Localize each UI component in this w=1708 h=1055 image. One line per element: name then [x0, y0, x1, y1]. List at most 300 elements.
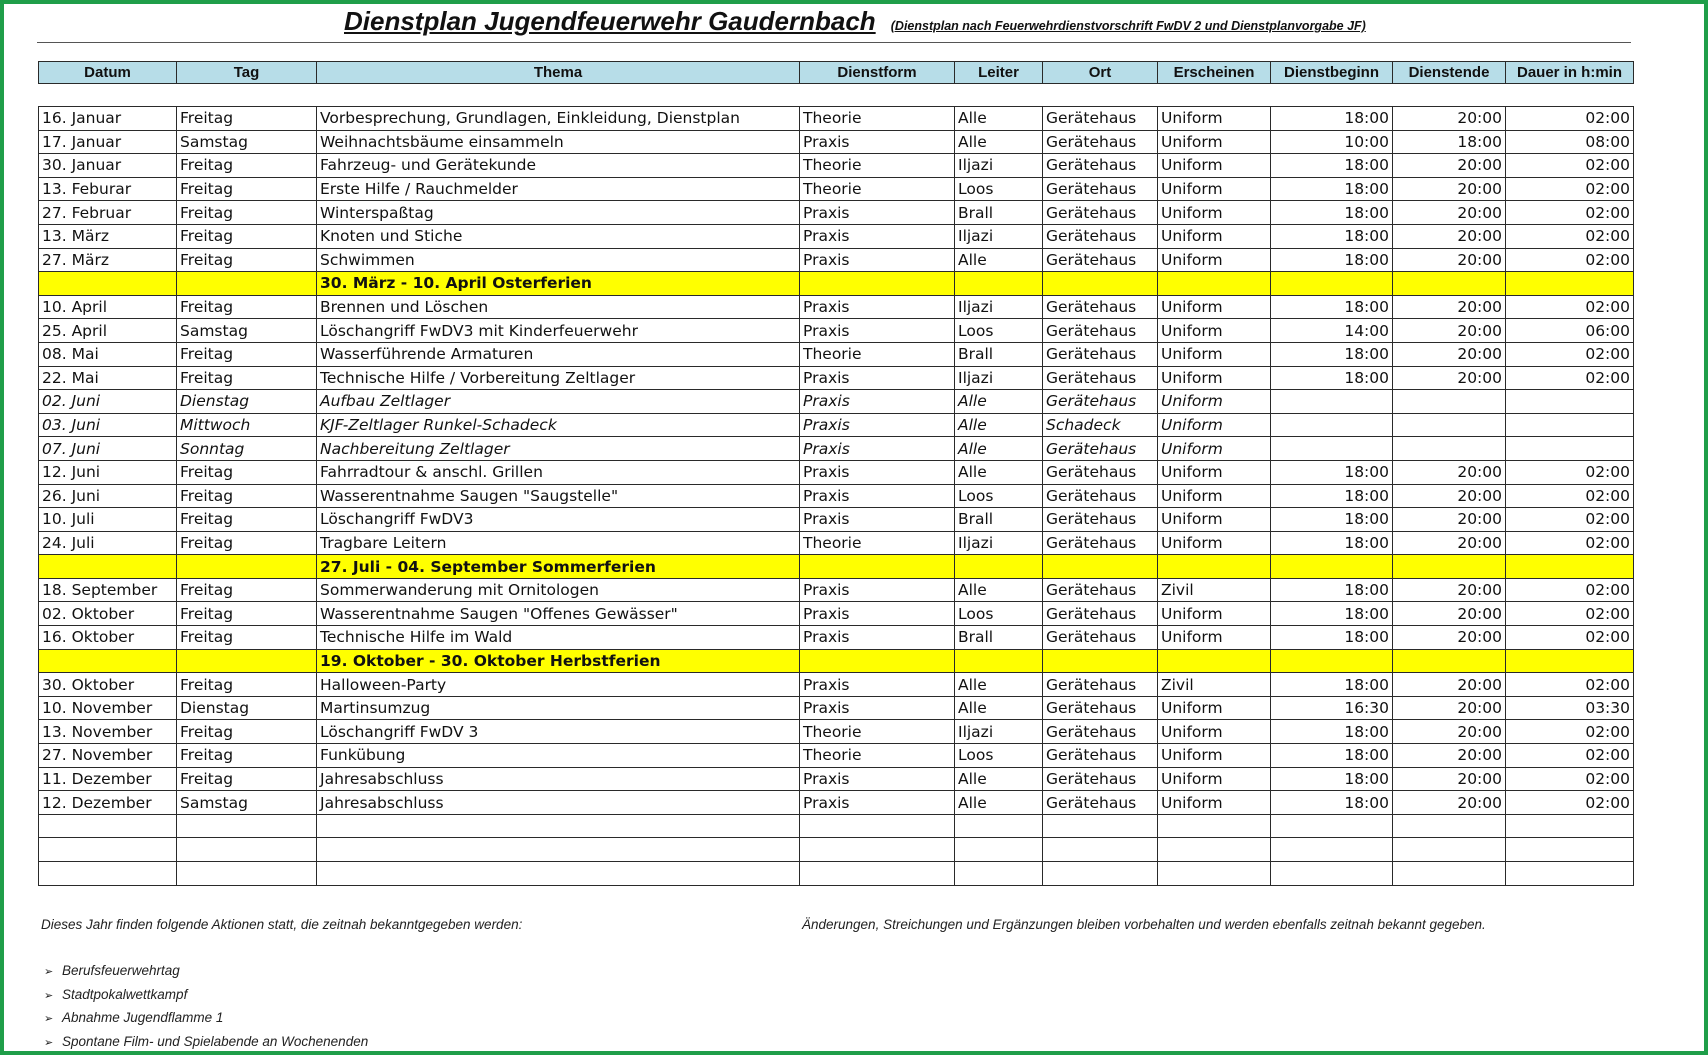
cell-day: Dienstag: [177, 390, 317, 414]
cell-form: Praxis: [800, 460, 955, 484]
column-header-topic: Thema: [317, 62, 800, 84]
cell-form: Theorie: [800, 720, 955, 744]
cell-end: 20:00: [1393, 531, 1506, 555]
cell-form: Theorie: [800, 107, 955, 131]
cell-end: 20:00: [1393, 508, 1506, 532]
cell-end: 20:00: [1393, 460, 1506, 484]
cell-place: Gerätehaus: [1043, 460, 1158, 484]
cell-topic: Vorbesprechung, Grundlagen, Einkleidung, Dienstplan: [317, 107, 800, 131]
cell-start: 18:00: [1271, 201, 1393, 225]
cell-duration: 02:00: [1506, 626, 1634, 650]
table-row: [39, 767, 1634, 791]
cell-leader: Alle: [955, 673, 1043, 697]
empty-cell: [39, 838, 177, 862]
cell-day: Freitag: [177, 107, 317, 131]
holiday-label: 30. März - 10. April Osterferien: [317, 272, 800, 296]
cell-duration: 02:00: [1506, 744, 1634, 768]
cell-end: 20:00: [1393, 201, 1506, 225]
holiday-cell: [1393, 272, 1506, 296]
cell-leader: Alle: [955, 767, 1043, 791]
cell-end: 20:00: [1393, 319, 1506, 343]
cell-attire: Uniform: [1158, 107, 1271, 131]
cell-end: 20:00: [1393, 107, 1506, 131]
table-row: [39, 508, 1634, 532]
cell-duration: 02:00: [1506, 107, 1634, 131]
cell-end: 20:00: [1393, 342, 1506, 366]
cell-duration: [1506, 437, 1634, 461]
table-row: [39, 107, 1634, 131]
cell-attire: Uniform: [1158, 460, 1271, 484]
cell-start: 18:00: [1271, 531, 1393, 555]
empty-cell: [1158, 814, 1271, 838]
column-header-row: [39, 62, 1634, 84]
cell-form: Praxis: [800, 130, 955, 154]
cell-attire: Uniform: [1158, 602, 1271, 626]
empty-cell: [317, 862, 800, 886]
cell-date: 11. Dezember: [39, 767, 177, 791]
cell-leader: Alle: [955, 578, 1043, 602]
cell-place: Gerätehaus: [1043, 578, 1158, 602]
column-header-table: [38, 61, 1634, 84]
cell-form: Praxis: [800, 484, 955, 508]
cell-topic: Löschangriff FwDV3 mit Kinderfeuerwehr: [317, 319, 800, 343]
cell-end: 20:00: [1393, 791, 1506, 815]
cell-end: 20:00: [1393, 177, 1506, 201]
cell-duration: [1506, 390, 1634, 414]
column-header-start: Dienstbeginn: [1271, 62, 1393, 84]
table-row: [39, 295, 1634, 319]
cell-day: Freitag: [177, 508, 317, 532]
cell-date: 12. Juni: [39, 460, 177, 484]
cell-place: Gerätehaus: [1043, 130, 1158, 154]
action-list-label: Spontane Film- und Spielabende an Wochenenden: [62, 1033, 369, 1049]
cell-place: Gerätehaus: [1043, 248, 1158, 272]
cell-topic: Winterspaßtag: [317, 201, 800, 225]
empty-row: [39, 814, 1634, 838]
cell-duration: 02:00: [1506, 531, 1634, 555]
cell-leader: Iljazi: [955, 154, 1043, 178]
holiday-cell: [1393, 555, 1506, 579]
cell-form: Praxis: [800, 696, 955, 720]
cell-leader: Alle: [955, 130, 1043, 154]
cell-leader: Iljazi: [955, 295, 1043, 319]
cell-date: 30. Oktober: [39, 673, 177, 697]
note-actions-intro: Dieses Jahr finden folgende Aktionen statt, die zeitnah bekanntgegeben werden:: [41, 917, 523, 932]
arrowhead-bullet-icon: ➢: [44, 989, 54, 1002]
empty-cell: [39, 814, 177, 838]
cell-end: 20:00: [1393, 154, 1506, 178]
empty-cell: [1506, 814, 1634, 838]
cell-place: Gerätehaus: [1043, 744, 1158, 768]
cell-attire: Uniform: [1158, 248, 1271, 272]
cell-attire: Uniform: [1158, 484, 1271, 508]
cell-duration: 02:00: [1506, 578, 1634, 602]
cell-leader: Iljazi: [955, 224, 1043, 248]
cell-duration: 02:00: [1506, 224, 1634, 248]
cell-date: 13. März: [39, 224, 177, 248]
cell-form: Praxis: [800, 673, 955, 697]
cell-place: Gerätehaus: [1043, 224, 1158, 248]
action-list: [44, 959, 368, 1053]
schedule-table: [38, 106, 1634, 886]
empty-cell: [800, 814, 955, 838]
cell-attire: Uniform: [1158, 177, 1271, 201]
cell-start: 18:00: [1271, 626, 1393, 650]
cell-date: 25. April: [39, 319, 177, 343]
arrowhead-bullet-icon: ➢: [44, 966, 54, 978]
cell-form: Praxis: [800, 578, 955, 602]
cell-attire: Uniform: [1158, 319, 1271, 343]
empty-cell: [1043, 814, 1158, 838]
column-header-attire: Erscheinen: [1158, 62, 1271, 84]
empty-cell: [1393, 838, 1506, 862]
cell-end: [1393, 437, 1506, 461]
cell-place: Gerätehaus: [1043, 390, 1158, 414]
table-row: [39, 413, 1634, 437]
cell-place: Gerätehaus: [1043, 720, 1158, 744]
holiday-cell: [177, 649, 317, 673]
cell-place: Gerätehaus: [1043, 626, 1158, 650]
cell-date: 10. Juli: [39, 508, 177, 532]
cell-start: 18:00: [1271, 342, 1393, 366]
cell-topic: Sommerwanderung mit Ornitologen: [317, 578, 800, 602]
cell-end: 20:00: [1393, 626, 1506, 650]
cell-start: 18:00: [1271, 578, 1393, 602]
cell-topic: Jahresabschluss: [317, 791, 800, 815]
holiday-cell: [1506, 649, 1634, 673]
cell-day: Freitag: [177, 626, 317, 650]
cell-day: Freitag: [177, 177, 317, 201]
holiday-cell: [1506, 555, 1634, 579]
cell-end: [1393, 390, 1506, 414]
table-row: [39, 342, 1634, 366]
cell-start: 18:00: [1271, 460, 1393, 484]
table-row: [39, 460, 1634, 484]
cell-day: Mittwoch: [177, 413, 317, 437]
cell-end: 20:00: [1393, 366, 1506, 390]
cell-place: Gerätehaus: [1043, 791, 1158, 815]
empty-cell: [1506, 862, 1634, 886]
cell-place: Gerätehaus: [1043, 531, 1158, 555]
cell-start: 18:00: [1271, 366, 1393, 390]
cell-form: Praxis: [800, 508, 955, 532]
title-divider: [37, 42, 1631, 43]
cell-leader: Alle: [955, 413, 1043, 437]
cell-day: Samstag: [177, 791, 317, 815]
table-row: [39, 578, 1634, 602]
cell-leader: Alle: [955, 248, 1043, 272]
empty-cell: [955, 838, 1043, 862]
empty-cell: [1271, 838, 1393, 862]
cell-topic: Brennen und Löschen: [317, 295, 800, 319]
holiday-cell: [39, 649, 177, 673]
cell-leader: Loos: [955, 177, 1043, 201]
cell-start: [1271, 390, 1393, 414]
cell-day: Freitag: [177, 366, 317, 390]
empty-cell: [800, 862, 955, 886]
cell-form: Praxis: [800, 248, 955, 272]
holiday-row: [39, 272, 1634, 296]
cell-attire: Uniform: [1158, 366, 1271, 390]
empty-row: [39, 838, 1634, 862]
holiday-row: [39, 649, 1634, 673]
cell-form: Praxis: [800, 366, 955, 390]
cell-end: 20:00: [1393, 744, 1506, 768]
cell-end: [1393, 413, 1506, 437]
cell-attire: Uniform: [1158, 390, 1271, 414]
table-row: [39, 224, 1634, 248]
holiday-label: 19. Oktober - 30. Oktober Herbstferien: [317, 649, 800, 673]
cell-place: Gerätehaus: [1043, 107, 1158, 131]
cell-start: 18:00: [1271, 484, 1393, 508]
cell-duration: 02:00: [1506, 248, 1634, 272]
cell-attire: Zivil: [1158, 578, 1271, 602]
cell-start: 14:00: [1271, 319, 1393, 343]
cell-date: 22. Mai: [39, 366, 177, 390]
cell-day: Freitag: [177, 673, 317, 697]
cell-topic: Technische Hilfe im Wald: [317, 626, 800, 650]
cell-leader: Brall: [955, 342, 1043, 366]
page-title: Dienstplan Jugendfeuerwehr Gaudernbach: [344, 6, 876, 36]
holiday-cell: [955, 272, 1043, 296]
holiday-cell: [800, 649, 955, 673]
cell-start: 18:00: [1271, 673, 1393, 697]
table-row: [39, 673, 1634, 697]
cell-start: 18:00: [1271, 224, 1393, 248]
holiday-label: 27. Juli - 04. September Sommerferien: [317, 555, 800, 579]
cell-day: Samstag: [177, 319, 317, 343]
cell-duration: 02:00: [1506, 673, 1634, 697]
cell-day: Freitag: [177, 720, 317, 744]
cell-date: 27. November: [39, 744, 177, 768]
cell-start: 18:00: [1271, 107, 1393, 131]
cell-date: 02. Juni: [39, 390, 177, 414]
cell-form: Praxis: [800, 791, 955, 815]
cell-topic: Löschangriff FwDV3: [317, 508, 800, 532]
cell-leader: Alle: [955, 791, 1043, 815]
cell-topic: Fahrradtour & anschl. Grillen: [317, 460, 800, 484]
cell-attire: Uniform: [1158, 130, 1271, 154]
cell-topic: Schwimmen: [317, 248, 800, 272]
cell-place: Gerätehaus: [1043, 767, 1158, 791]
cell-leader: Loos: [955, 319, 1043, 343]
cell-attire: Uniform: [1158, 531, 1271, 555]
cell-day: Freitag: [177, 460, 317, 484]
title-block: [344, 6, 1384, 42]
column-header-date: Datum: [39, 62, 177, 84]
cell-date: 18. September: [39, 578, 177, 602]
cell-day: Freitag: [177, 767, 317, 791]
cell-day: Freitag: [177, 342, 317, 366]
table-row: [39, 602, 1634, 626]
column-header-day: Tag: [177, 62, 317, 84]
action-list-label: Abnahme Jugendflamme 1: [62, 1010, 224, 1025]
cell-duration: 02:00: [1506, 602, 1634, 626]
cell-topic: KJF-Zeltlager Runkel-Schadeck: [317, 413, 800, 437]
column-header-leader: Leiter: [955, 62, 1043, 84]
cell-place: Gerätehaus: [1043, 437, 1158, 461]
cell-leader: Alle: [955, 390, 1043, 414]
table-row: [39, 484, 1634, 508]
holiday-cell: [1271, 649, 1393, 673]
cell-duration: 02:00: [1506, 720, 1634, 744]
cell-form: Praxis: [800, 413, 955, 437]
cell-place: Gerätehaus: [1043, 295, 1158, 319]
cell-date: 07. Juni: [39, 437, 177, 461]
cell-duration: 02:00: [1506, 366, 1634, 390]
cell-topic: Fahrzeug- und Gerätekunde: [317, 154, 800, 178]
cell-place: Gerätehaus: [1043, 696, 1158, 720]
cell-day: Sonntag: [177, 437, 317, 461]
cell-day: Freitag: [177, 295, 317, 319]
cell-attire: Uniform: [1158, 224, 1271, 248]
cell-form: Theorie: [800, 154, 955, 178]
holiday-cell: [1271, 555, 1393, 579]
cell-form: Praxis: [800, 626, 955, 650]
cell-day: Freitag: [177, 531, 317, 555]
cell-leader: Loos: [955, 744, 1043, 768]
action-list-item: [44, 1006, 368, 1030]
cell-form: Praxis: [800, 295, 955, 319]
cell-topic: Technische Hilfe / Vorbereitung Zeltlager: [317, 366, 800, 390]
column-header-place: Ort: [1043, 62, 1158, 84]
arrowhead-bullet-icon: ➢: [44, 1036, 54, 1049]
cell-day: Freitag: [177, 578, 317, 602]
empty-cell: [39, 862, 177, 886]
cell-topic: Aufbau Zeltlager: [317, 390, 800, 414]
cell-attire: Uniform: [1158, 295, 1271, 319]
cell-end: 20:00: [1393, 224, 1506, 248]
cell-end: 20:00: [1393, 484, 1506, 508]
cell-day: Samstag: [177, 130, 317, 154]
cell-duration: 02:00: [1506, 767, 1634, 791]
cell-form: Theorie: [800, 177, 955, 201]
cell-topic: Wasserentnahme Saugen "Offenes Gewässer": [317, 602, 800, 626]
empty-cell: [1271, 862, 1393, 886]
table-row: [39, 366, 1634, 390]
cell-day: Dienstag: [177, 696, 317, 720]
empty-cell: [1506, 838, 1634, 862]
cell-date: 03. Juni: [39, 413, 177, 437]
cell-duration: 02:00: [1506, 342, 1634, 366]
empty-cell: [1271, 814, 1393, 838]
cell-duration: 02:00: [1506, 508, 1634, 532]
cell-place: Gerätehaus: [1043, 319, 1158, 343]
cell-leader: Loos: [955, 484, 1043, 508]
cell-date: 30. Januar: [39, 154, 177, 178]
cell-topic: Wasserentnahme Saugen "Saugstelle": [317, 484, 800, 508]
cell-day: Freitag: [177, 248, 317, 272]
cell-date: 02. Oktober: [39, 602, 177, 626]
table-row: [39, 177, 1634, 201]
column-header-form: Dienstform: [800, 62, 955, 84]
cell-start: 18:00: [1271, 248, 1393, 272]
cell-attire: Zivil: [1158, 673, 1271, 697]
empty-row: [39, 862, 1634, 886]
cell-duration: 02:00: [1506, 154, 1634, 178]
cell-attire: Uniform: [1158, 626, 1271, 650]
cell-day: Freitag: [177, 484, 317, 508]
empty-cell: [317, 814, 800, 838]
cell-duration: 06:00: [1506, 319, 1634, 343]
holiday-cell: [800, 272, 955, 296]
empty-cell: [1393, 862, 1506, 886]
cell-date: 27. März: [39, 248, 177, 272]
cell-form: Praxis: [800, 602, 955, 626]
holiday-cell: [1043, 555, 1158, 579]
cell-leader: Alle: [955, 437, 1043, 461]
cell-leader: Brall: [955, 626, 1043, 650]
empty-cell: [177, 862, 317, 886]
table-row: [39, 130, 1634, 154]
cell-day: Freitag: [177, 602, 317, 626]
cell-form: Praxis: [800, 390, 955, 414]
cell-start: 18:00: [1271, 508, 1393, 532]
table-row: [39, 437, 1634, 461]
cell-attire: Uniform: [1158, 437, 1271, 461]
cell-topic: Nachbereitung Zeltlager: [317, 437, 800, 461]
cell-date: 10. April: [39, 295, 177, 319]
table-row: [39, 390, 1634, 414]
cell-form: Praxis: [800, 224, 955, 248]
note-changes-reserved: Änderungen, Streichungen und Ergänzungen bleiben vorbehalten und werden ebenfalls zeitnah bekannt gegeben.: [802, 917, 1486, 932]
cell-form: Theorie: [800, 744, 955, 768]
cell-end: 20:00: [1393, 720, 1506, 744]
empty-cell: [1158, 838, 1271, 862]
cell-place: Gerätehaus: [1043, 177, 1158, 201]
cell-duration: 02:00: [1506, 201, 1634, 225]
cell-form: Praxis: [800, 437, 955, 461]
cell-start: 18:00: [1271, 767, 1393, 791]
table-row: [39, 319, 1634, 343]
cell-duration: 08:00: [1506, 130, 1634, 154]
empty-cell: [800, 838, 955, 862]
holiday-cell: [177, 272, 317, 296]
holiday-cell: [39, 272, 177, 296]
holiday-cell: [177, 555, 317, 579]
cell-topic: Funkübung: [317, 744, 800, 768]
cell-day: Freitag: [177, 154, 317, 178]
cell-end: 20:00: [1393, 295, 1506, 319]
cell-place: Gerätehaus: [1043, 602, 1158, 626]
cell-start: 16:30: [1271, 696, 1393, 720]
table-row: [39, 531, 1634, 555]
table-row: [39, 744, 1634, 768]
cell-place: Gerätehaus: [1043, 342, 1158, 366]
cell-date: 10. November: [39, 696, 177, 720]
cell-duration: 02:00: [1506, 484, 1634, 508]
holiday-cell: [1393, 649, 1506, 673]
holiday-cell: [1271, 272, 1393, 296]
action-list-label: Stadtpokalwettkampf: [62, 986, 188, 1002]
empty-cell: [317, 838, 800, 862]
cell-form: Theorie: [800, 342, 955, 366]
cell-end: 20:00: [1393, 248, 1506, 272]
cell-place: Gerätehaus: [1043, 508, 1158, 532]
empty-cell: [1043, 862, 1158, 886]
schedule-body: [39, 107, 1634, 886]
cell-topic: Erste Hilfe / Rauchmelder: [317, 177, 800, 201]
cell-start: 18:00: [1271, 720, 1393, 744]
cell-duration: 02:00: [1506, 460, 1634, 484]
cell-place: Gerätehaus: [1043, 201, 1158, 225]
cell-date: 24. Juli: [39, 531, 177, 555]
cell-date: 16. Januar: [39, 107, 177, 131]
cell-date: 08. Mai: [39, 342, 177, 366]
cell-leader: Iljazi: [955, 531, 1043, 555]
cell-topic: Tragbare Leitern: [317, 531, 800, 555]
cell-duration: 02:00: [1506, 791, 1634, 815]
